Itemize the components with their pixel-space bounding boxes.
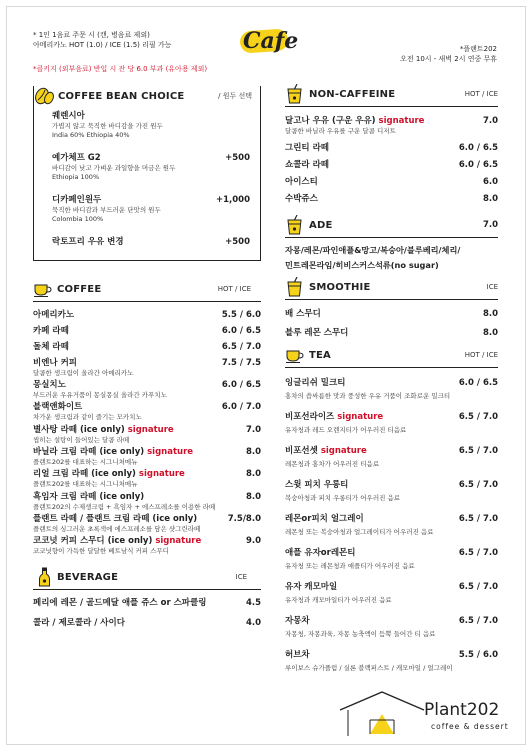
- item-price: 7.0: [482, 116, 498, 126]
- item-price: 6.0 / 6.5: [221, 326, 261, 336]
- smoothie-section-hint: ICE: [486, 283, 498, 291]
- menu-item: [285, 615, 498, 649]
- corkage-notice: *클키지 (외부음료) 반입 시 잔 당 6.0 부과 (유아용 제외): [33, 65, 208, 73]
- item-price: 5.5 / 6.0: [458, 650, 498, 660]
- house-logo-icon: [332, 690, 432, 736]
- ade-flavors: 자몽/레몬/파인애플&망고/복숭아/블루베리/체리/: [285, 245, 461, 255]
- menu-item: [33, 491, 261, 513]
- item-desc: 홍차의 씁싸름한 맛과 풍성한 우유 거품이 조화로운 밀크티: [285, 392, 451, 400]
- item-name: 스윗 피치 우롱티: [285, 480, 349, 490]
- item-desc: 플랜트의 싱그러운 초록색에 에스프레소를 담은 샷그린라떼: [33, 525, 201, 533]
- tea-section-title: TEA: [309, 349, 331, 361]
- item-desc: 루이보스 슈가플럼 / 실론 블랙퍼스트 / 캐모마일 / 얼그레이: [285, 664, 453, 672]
- menu-item: [285, 411, 498, 445]
- menu-item: [285, 445, 498, 479]
- bean-desc: 바디감이 낮고 가벼운 과일향을 머금은 원두: [52, 164, 176, 172]
- bean-price: +500: [225, 237, 250, 247]
- menu-item: [33, 617, 261, 633]
- item-name: 그린티 라떼: [285, 143, 330, 153]
- notice-line: * 1인 1음료 주문 시 (캔, 병음료 제외): [33, 31, 150, 39]
- item-name: 잉글리쉬 밀크티: [285, 378, 346, 388]
- bean-origin: Ethiopia 100%: [52, 173, 100, 181]
- bean-choice-box: [33, 86, 261, 261]
- item-price: 5.5 / 6.0: [221, 310, 261, 320]
- tea-section-hint: HOT / ICE: [464, 351, 498, 359]
- bean-name: 락토프리 우유 변경: [52, 237, 124, 247]
- menu-item: [33, 424, 261, 446]
- coffee-list: [33, 309, 261, 557]
- item-name: 자몽차: [285, 616, 310, 626]
- item-price: 8.0: [245, 447, 261, 457]
- item-price: 7.0: [245, 425, 261, 435]
- menu-item: [33, 357, 261, 379]
- section-divider: [33, 301, 261, 302]
- item-price: 7.5/8.0: [227, 514, 261, 524]
- coffee-section-header: [33, 279, 261, 299]
- item-desc: 코코넛향이 가득한 달달한 베트남식 커피 스무디: [33, 547, 169, 555]
- beverage-section-hint: ICE: [235, 573, 247, 581]
- item-desc: 플랜트202의 수제생크림 + 흑임자 + 에스프레소를 이용한 라떼: [33, 503, 216, 511]
- item-price: 6.5 / 7.0: [458, 446, 498, 456]
- item-desc: 달콤한 바닐라 우유를 구운 달콤 디저트: [285, 127, 396, 135]
- bean-name: 예가체프 G2: [52, 153, 101, 163]
- tea-section-header: [285, 345, 498, 365]
- menu-item: [33, 325, 261, 341]
- item-desc: 유자청과 캐모마일티가 어우러진 음료: [285, 596, 392, 604]
- item-name: 애플 유자or레몬티: [285, 548, 356, 558]
- item-name: 쇼콜라 라떼: [285, 160, 330, 170]
- signature-badge: signature: [127, 425, 174, 435]
- signature-badge: signature: [138, 469, 185, 479]
- menu-item: [33, 341, 261, 357]
- item-price: 6.5 / 7.0: [458, 412, 498, 422]
- item-price: 6.0 / 6.5: [221, 380, 261, 390]
- item-desc: 유자청 또는 레몬청과 애플티가 어우러진 음료: [285, 562, 415, 570]
- item-desc: 부드러운 우유거품이 몽실몽실 올라간 카푸치노: [33, 391, 167, 399]
- menu-item: [285, 649, 498, 677]
- item-name: 아메리카노: [33, 310, 75, 320]
- ade-flavors: 민트레몬라임/히비스커스석류(no sugar): [285, 260, 439, 270]
- item-desc: 달콤한 생크림이 올라간 아메리카노: [33, 369, 134, 377]
- noncaf-section-header: [285, 84, 498, 104]
- item-price: 6.0: [482, 177, 498, 187]
- beverage-section-header: [33, 567, 261, 587]
- item-name: 콜라 / 제로콜라 / 사이다: [33, 618, 125, 628]
- section-divider: [285, 237, 498, 238]
- item-name: 몽실치노: [33, 380, 66, 390]
- bean-desc: 묵직한 바디감과 부드러운 단맛의 원두: [52, 206, 161, 214]
- menu-item: [33, 513, 261, 535]
- bean-price: +500: [225, 153, 250, 163]
- coffee-cup-icon: [33, 279, 53, 299]
- bean-price: +1,000: [215, 195, 250, 205]
- item-name: 레몬or피치 얼그레이: [285, 514, 364, 524]
- item-name: 블랙앤화이트: [33, 402, 83, 412]
- menu-item: [285, 327, 498, 343]
- item-price: 6.5 / 7.0: [221, 342, 261, 352]
- bean-section-hint: / 원두 선택: [218, 92, 252, 100]
- item-price: 4.5: [245, 598, 261, 608]
- signature-badge: signature: [337, 412, 384, 422]
- smoothie-section-title: SMOOTHIE: [309, 281, 371, 293]
- coffee-bean-icon: [34, 86, 54, 106]
- menu-item: [33, 468, 261, 491]
- notice-line: 아메리카노 HOT (1.0) / ICE (1.5) 리필 가능: [33, 41, 172, 49]
- section-divider: [33, 589, 261, 590]
- menu-item: [285, 547, 498, 581]
- right-column: [285, 84, 498, 677]
- menu-item: [285, 308, 498, 327]
- item-name: 수박쥬스: [285, 194, 318, 204]
- coffee-section-hint: HOT / ICE: [217, 285, 251, 293]
- item-price: 6.5 / 7.0: [458, 616, 498, 626]
- signature-badge: signature: [378, 116, 425, 126]
- item-name: 아이스티: [285, 177, 318, 187]
- menu-item: [33, 597, 261, 617]
- signature-badge: signature: [320, 446, 367, 456]
- item-price: 8.0: [482, 194, 498, 204]
- item-name: 비포선셋: [285, 446, 318, 456]
- menu-item: [33, 309, 261, 325]
- bean-item: [52, 194, 250, 236]
- signature-badge: signature: [147, 447, 194, 457]
- section-divider: [285, 299, 498, 300]
- ade-section-title: ADE: [309, 219, 333, 231]
- tea-cup-icon: [285, 345, 305, 365]
- item-name: 허브차: [285, 650, 310, 660]
- bean-item: [52, 236, 250, 250]
- juice-cup-icon: [285, 215, 305, 235]
- menu-item: [33, 535, 261, 557]
- item-desc: 자몽청, 자몽과육, 자몽 농축액이 듬뿍 들어간 티 음료: [285, 630, 436, 638]
- noncaf-section-hint: HOT / ICE: [464, 90, 498, 98]
- item-name: 코코넛 커피 스무디 (ice only): [33, 536, 153, 546]
- item-name: 바닐라 크림 라떼 (ice only): [33, 447, 145, 457]
- bean-item: [52, 110, 250, 152]
- signature-badge: signature: [155, 536, 202, 546]
- hours-line: 오전 10시 - 새벽 2시 연중 무휴: [400, 55, 497, 63]
- item-price: 6.0 / 6.5: [458, 378, 498, 388]
- item-name: 카페 라떼: [33, 326, 69, 336]
- item-price: 6.5 / 7.0: [458, 582, 498, 592]
- bean-section-header: [34, 86, 260, 106]
- item-name: 유자 캐모마일: [285, 582, 338, 592]
- item-price: 6.5 / 7.0: [458, 480, 498, 490]
- smoothie-section-header: [285, 277, 498, 297]
- menu-item: [33, 446, 261, 468]
- notice-block: [33, 30, 171, 50]
- menu-item: [285, 479, 498, 513]
- menu-item: [285, 159, 498, 176]
- menu-item: [285, 513, 498, 547]
- item-name: 비엔나 커피: [33, 358, 78, 368]
- item-price: 8.0: [245, 469, 261, 479]
- item-name: 플랜트 라떼 / 플랜트 크림 라떼 (ice only): [33, 514, 198, 524]
- item-name: 페리에 레몬 / 골드메달 애플 쥬스 or 스파클링: [33, 598, 207, 608]
- hours-line: *플랜트202: [459, 45, 497, 53]
- item-price: 6.0 / 6.5: [458, 160, 498, 170]
- menu-item: [33, 401, 261, 424]
- bean-section-title: COFFEE BEAN CHOICE: [58, 90, 185, 102]
- menu-item: [285, 377, 498, 411]
- section-divider: [285, 367, 498, 368]
- item-name: 블루 레몬 스무디: [285, 328, 349, 338]
- section-divider: [285, 106, 498, 107]
- bean-name: 퀘렌시아: [52, 111, 85, 121]
- menu-item: [285, 142, 498, 159]
- cafe-logo: Cafe: [243, 28, 299, 54]
- item-desc: 레몬청 또는 복숭아청과 얼그레이티가 어우러진 음료: [285, 528, 434, 536]
- bean-name: 디카페인원두: [52, 195, 102, 205]
- coffee-section-title: COFFEE: [57, 283, 102, 295]
- menu-item: [33, 379, 261, 401]
- bottle-icon: [35, 567, 55, 587]
- item-price: 8.0: [245, 492, 261, 502]
- item-name: 비포선라이즈: [285, 412, 335, 422]
- brand-name: Plant202: [424, 700, 500, 720]
- item-price: 6.5 / 7.0: [458, 514, 498, 524]
- item-desc: 차가운 생크림과 같이 즐기는 모카치노: [33, 413, 142, 421]
- item-desc: 복숭아청과 피치 우롱티가 어우러진 음료: [285, 494, 401, 502]
- item-name: 배 스무디: [285, 309, 321, 319]
- ade-section-header: [285, 215, 498, 235]
- item-price: 6.5 / 7.0: [458, 548, 498, 558]
- smoothie-cup-icon: [285, 277, 305, 297]
- noncaf-section-title: NON-CAFFEINE: [309, 88, 396, 100]
- menu-item: [285, 115, 498, 142]
- juice-cup-icon: [285, 84, 305, 104]
- beverage-section-title: BEVERAGE: [57, 571, 119, 583]
- item-price: 6.0 / 7.0: [221, 402, 261, 412]
- item-name: 별사탕 라떼 (ice only): [33, 425, 125, 435]
- bean-origin: India 60% Ethiopia 40%: [52, 131, 130, 139]
- menu-item: [285, 193, 498, 209]
- item-desc: 씹히는 설탕이 들어있는 달콤 라떼: [33, 436, 130, 444]
- item-name: 리얼 크림 라떼 (ice only): [33, 469, 136, 479]
- bean-desc: 가볍지 않고 묵직한 바디감을 가진 원두: [52, 122, 163, 130]
- item-desc: 레몬청과 홍차가 어우러진 티음료: [285, 460, 380, 468]
- item-price: 8.0: [482, 328, 498, 338]
- item-name: 돌체 라떼: [33, 342, 69, 352]
- bean-item: [52, 152, 250, 194]
- item-price: 8.0: [482, 309, 498, 319]
- ade-price: 7.0: [482, 220, 498, 230]
- item-price: 4.0: [245, 618, 261, 628]
- menu-item: [285, 581, 498, 615]
- hours-block: [400, 44, 497, 64]
- left-column: [33, 86, 261, 633]
- item-price: 9.0: [245, 536, 261, 546]
- brand-tagline: coffee & dessert: [431, 722, 509, 731]
- item-desc: 플랜트202를 대표하는 시그니처메뉴: [33, 458, 138, 466]
- item-name: 흑임자 크림 라떼 (ice only): [33, 492, 145, 502]
- bean-origin: Colombia 100%: [52, 215, 104, 223]
- item-desc: 플랜트202를 대표하는 시그니처메뉴: [33, 480, 138, 488]
- menu-item: [285, 176, 498, 193]
- item-name: 달고나 우유 (구운 우유): [285, 116, 376, 126]
- item-desc: 유자청과 레드 오렌지티가 어우러진 티음료: [285, 426, 407, 434]
- item-price: 6.0 / 6.5: [458, 143, 498, 153]
- item-price: 7.5 / 7.5: [221, 358, 261, 368]
